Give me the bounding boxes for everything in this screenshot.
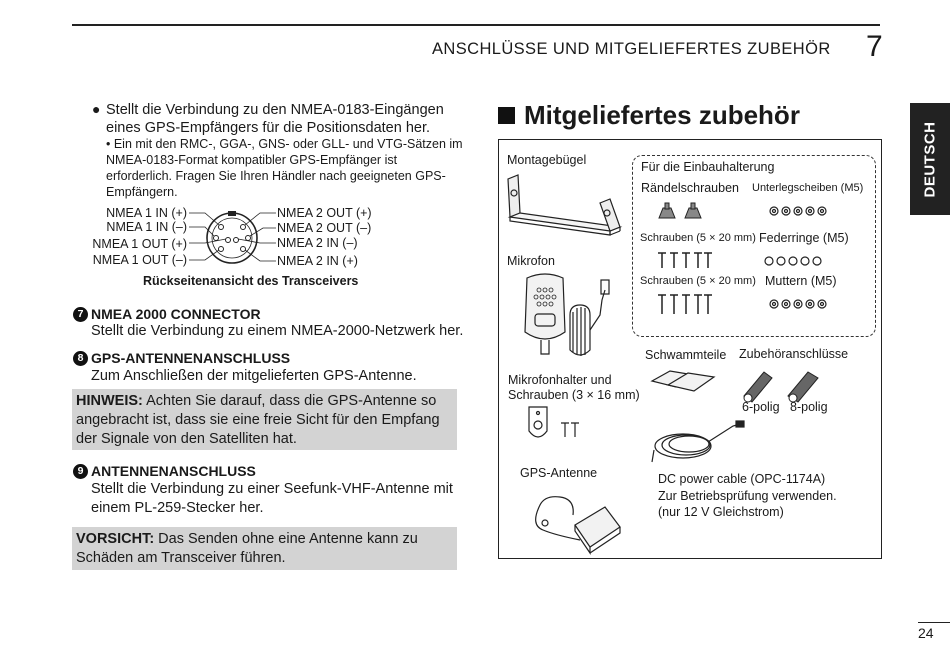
item-9-heading: 9 ANTENNENANSCHLUSS [73,463,256,479]
gps-antenna-icon [525,485,625,555]
label-montagebuegel: Montagebügel [507,153,587,167]
spring-washer-icon [762,254,824,268]
dc-cable-note-2: (nur 12 V Gleichstrom) [658,505,784,519]
label-einbau: Für die Einbauhalterung [641,160,775,174]
chapter-title: ANSCHLÜSSE UND MITGELIEFERTES ZUBEHÖR [432,40,831,58]
note-hinweis: HINWEIS: Achten Sie darauf, dass die GPS-Antenne so angebracht ist, dass sie eine freie Sicht für den Empfang der Signale von den Satelliten hat. [72,389,457,450]
pin-label: NMEA 1 OUT (–) [92,253,187,267]
sponge-icon [650,365,720,395]
nut-icon [767,297,829,311]
item-7-text: Stellt die Verbindung zu einem NMEA-2000-Netzwerk her. [91,323,464,339]
pin-label: NMEA 1 OUT (+) [92,237,187,251]
page-number-rule [918,622,950,623]
label-schrauben-1: Schrauben (5 × 20 mm) [640,232,756,244]
nmea-connector-diagram [185,205,280,270]
diagram-caption: Rückseitenansicht des Transceivers [143,274,359,288]
washer-icon [767,204,829,218]
label-mikrofon: Mikrofon [507,254,555,268]
bullet-paragraph: ● Stellt die Verbindung zu den NMEA-0183-Eingängen eines GPS-Empfängers für die Positionsdaten her. [92,101,444,136]
number-7-icon: 7 [73,307,88,322]
number-8-icon: 8 [73,351,88,366]
pin-label: NMEA 2 OUT (+) [277,206,372,220]
page-number: 24 [918,625,934,641]
label-8-polig: 8-polig [790,400,828,414]
label-muttern: Muttern (M5) [765,274,837,288]
pin-label: NMEA 2 IN (+) [277,254,358,268]
item-8-text: Zum Anschließen der mitgelieferten GPS-Antenne. [91,368,417,384]
dc-power-cable-icon [648,420,748,468]
label-federringe: Federringe (M5) [759,231,849,245]
label-schrauben-2: Schrauben (5 × 20 mm) [640,275,756,287]
pin-label: NMEA 1 IN (+) [106,206,187,220]
pin-label: NMEA 2 OUT (–) [277,221,372,235]
dc-cable-note-1: Zur Betriebsprüfung verwenden. [658,489,837,503]
square-bullet-icon [498,107,515,124]
item-9-text: Stellt die Verbindung zu einer Seefunk-VHF-Antenne mit einem PL-259-Stecker her. [91,481,453,516]
item-7-heading: 7 NMEA 2000 CONNECTOR [73,306,261,322]
label-dc-cable: DC power cable (OPC-1174A) [658,472,826,486]
long-screw-icon [655,292,715,318]
thumb-screw-icon [655,200,715,225]
pin-label: NMEA 1 IN (–) [106,220,187,234]
language-tab-label: DEUTSCH [921,120,939,198]
label-6-polig: 6-polig [742,400,780,414]
note-vorsicht: VORSICHT: Das Senden ohne eine Antenne kann zu Schäden am Transceiver führen. [72,527,457,570]
header-rule [72,24,880,26]
screw-icon [655,250,715,272]
label-gps-antenne: GPS-Antenne [520,466,598,480]
mounting-bracket-icon [500,173,630,248]
microphone-icon [505,270,630,370]
item-8-heading: 8 GPS-ANTENNENANSCHLUSS [73,350,290,366]
label-mikrofonhalter: Mikrofonhalter und Schrauben (3 × 16 mm) [508,373,640,402]
label-zubehoeranschluesse: Zubehöranschlüsse [739,347,849,361]
microphone-hanger-icon [525,403,585,448]
label-schwammteile: Schwammteile [645,348,727,362]
label-raendelschrauben: Rändelschrauben [641,181,739,195]
section-title: Mitgeliefertes zubehör [498,100,800,131]
sub-bullet: • Ein mit den RMC-, GGA-, GNS- oder GLL- und VTG-Sätzen im NMEA-0183-Format kompatibler GPS-Empfänger ist erforderlich. Fragen Sie Ihren Händler nach geeigneten GPS-Empfängern. [106,137,463,199]
pin-label: NMEA 2 IN (–) [277,236,358,250]
number-9-icon: 9 [73,464,88,479]
chapter-number: 7 [866,30,883,63]
bullet-icon: ● [92,101,101,117]
label-unterlegscheiben: Unterlegscheiben (M5) [752,182,864,194]
